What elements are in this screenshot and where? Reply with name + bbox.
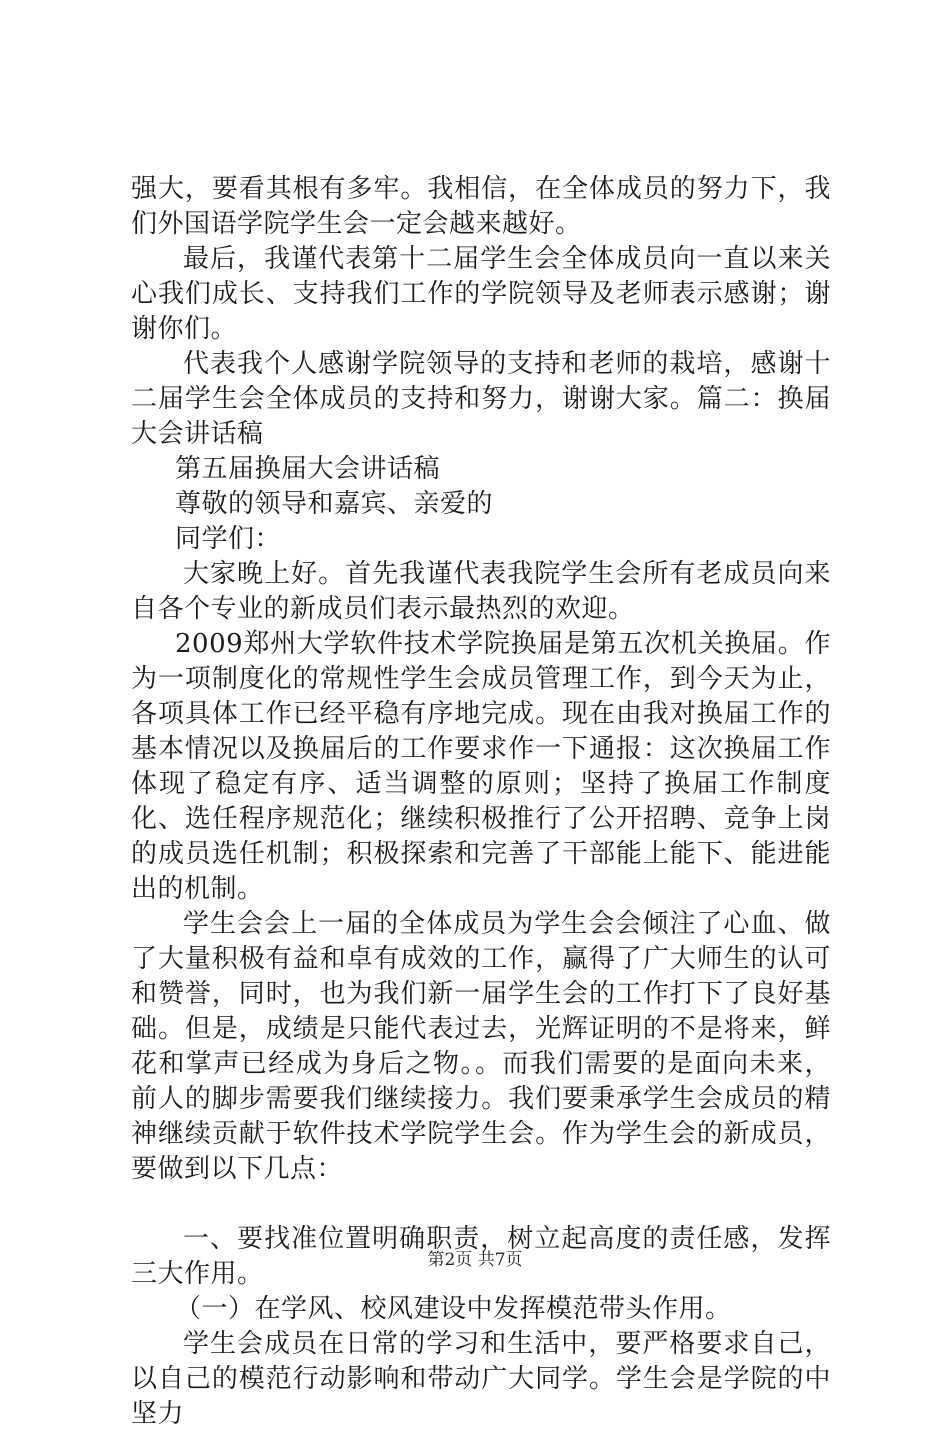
paragraph-thanks: 最后，我谨代表第十二届学生会全体成员向一直以来关心我们成长、支持我们工作的学院领导及老师表示感谢；谢谢你们。 [131,244,831,344]
paragraph-greeting: 大家晚上好。首先我谨代表我院学生会所有老成员向来自各个专业的新成员们表示最热烈的欢迎。 [131,559,831,624]
page-number-footer: 第2页 共7页 [427,1250,523,1270]
document-body [131,172,831,1432]
paragraph-election-report: 2009郑州大学软件技术学院换届是第五次机关换届。作为一项制度化的常规性学生会成员管理工作，到今天为止，各项具体工作已经平稳有序地完成。现在由我对换届工作的基本情况以及换届后的工作要求作一下通报：这次换届工作体现了稳定有序、适当调整的原则；坚持了换届工作制度化、选任程序规范化；继续积极推行了公开招聘、竞争上岗的成员选任机制；积极探索和完善了干部能上能下、能进能出的机制。 [131,629,831,904]
salutation-line-1: 尊敬的领导和嘉宾、亲爱的 [175,489,494,519]
salutation-line-2: 同学们： [175,524,282,554]
subsection-heading-1: （一）在学风、校风建设中发挥模范带头作用。 [175,1294,732,1324]
section-heading-1: 一、要找准位置明确职责，树立起高度的责任感，发挥三大作用。 [131,1224,831,1289]
paragraph-continuation: 强大，要看其根有多牢。我相信，在全体成员的努力下，我们外国语学院学生会一定会越来越好。 [131,174,831,239]
paragraph-previous-term: 学生会会上一届的全体成员为学生会会倾注了心血、做了大量积极有益和卓有成效的工作，赢得了广大师生的认可和赞誉，同时，也为我们新一届学生会的工作打下了良好基础。但是，成绩是只能代表过去，光辉证明的不是将来，鲜花和掌声已经成为身后之物。。而我们需要的是面向未来，前人的脚步需要我们继续接力。我们要秉承学生会成员的精神继续贡献于软件技术学院学生会。作为学生会的新成员，要做到以下几点： [131,909,831,1184]
speech-title: 第五届换届大会讲话稿 [175,454,441,484]
paragraph-personal-thanks: 代表我个人感谢学院领导的支持和老师的栽培，感谢十二届学生会全体成员的支持和努力，谢谢大家。篇二：换届大会讲话稿 [131,349,831,449]
paragraph-role-model: 学生会成员在日常的学习和生活中，要严格要求自己，以自己的模范行动影响和带动广大同学。学生会是学院的中坚力 [131,1329,831,1429]
